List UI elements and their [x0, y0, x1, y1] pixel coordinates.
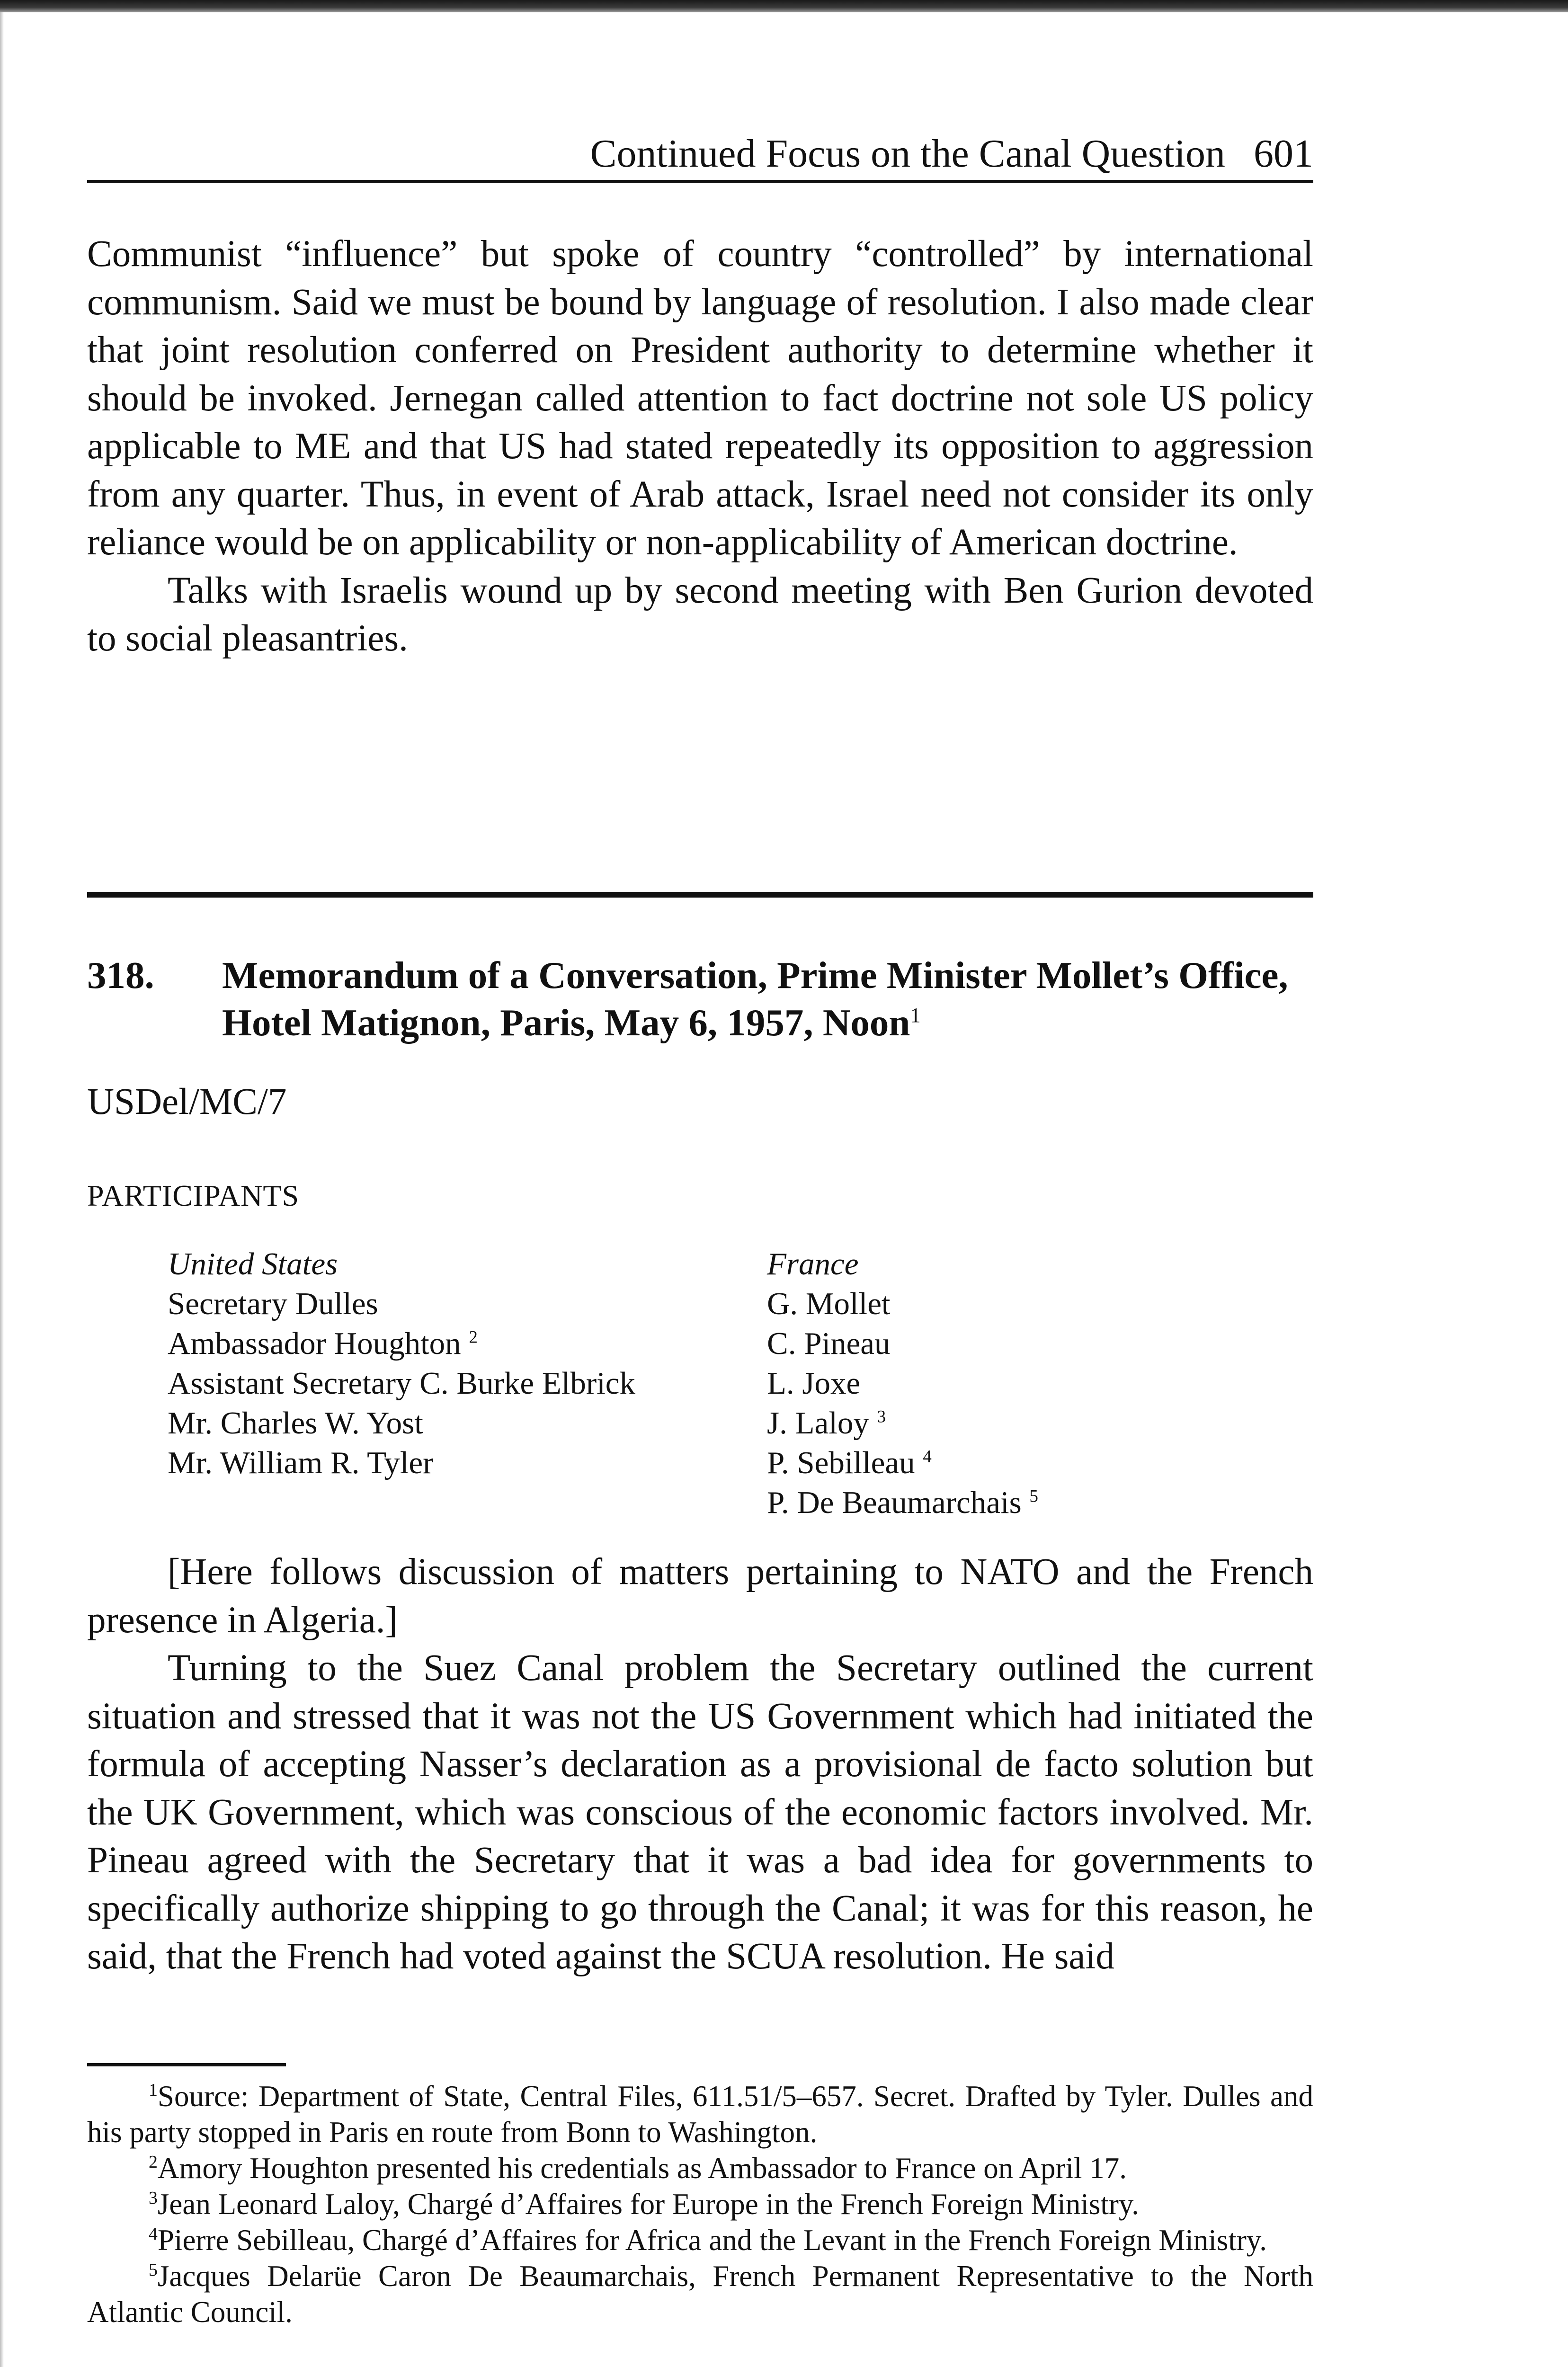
- footnote-text: Jacques Delarüe Caron De Beaumarchais, French Permanent Representative to the North Atlantic Council.: [87, 2260, 1313, 2329]
- participant-name: G. Mollet: [767, 1286, 891, 1321]
- document-title: [222, 952, 1313, 1046]
- participant: [767, 1403, 1288, 1443]
- participant: [168, 1403, 736, 1443]
- footnote-text: Pierre Sebilleau, Chargé d’Affaires for Africa and the Levant in the French Foreign Ministry.: [157, 2224, 1267, 2257]
- footnote: [87, 2222, 1313, 2258]
- footnote: [87, 2258, 1313, 2330]
- participant: [767, 1284, 1288, 1324]
- scan-left-edge: [0, 12, 4, 2367]
- document-title-text: Memorandum of a Conversation, Prime Minister Mollet’s Office, Hotel Matignon, Paris, May 6, 1957, Noon: [222, 954, 1288, 1044]
- section-divider: [87, 892, 1313, 898]
- participant-name: Assistant Secretary C. Burke Elbrick: [168, 1366, 636, 1401]
- continued-paragraph: Communist “influence” but spoke of country “controlled” by international communism. Said we must be bound by language of resolution. I also made clear that joint resolution conferred on President authority to determine whether it should be invoked. Jernegan called attention to fact doctrine not sole US policy applicable to ME and that US had stated repeatedly its opposition to aggression from any quarter. Thus, in event of Arab attack, Israel need not consider its only reliance would be on applicability or non-applicability of American doctrine.: [87, 233, 1313, 563]
- participants-us: [168, 1244, 736, 1483]
- footnote: [87, 2150, 1313, 2186]
- participants-france-heading: France: [767, 1246, 859, 1281]
- footnote-ref: 2: [469, 1327, 478, 1347]
- document-id: USDel/MC/7: [87, 1081, 287, 1122]
- continued-text: [87, 230, 1313, 663]
- memorandum-body: [87, 1548, 1313, 1981]
- participant: [168, 1284, 736, 1324]
- footnote-mark: 3: [149, 2188, 158, 2208]
- participant: [767, 1443, 1288, 1483]
- participant-name: Mr. William R. Tyler: [168, 1445, 434, 1480]
- footnote: [87, 2078, 1313, 2150]
- participant: [168, 1443, 736, 1483]
- participant: [168, 1324, 736, 1363]
- running-header: [87, 128, 1313, 180]
- footnote-mark: 1: [149, 2080, 158, 2100]
- participant: [767, 1483, 1288, 1522]
- footnote-rule: [87, 2063, 286, 2066]
- footnotes: [87, 2078, 1313, 2330]
- body-paragraph: Turning to the Suez Canal problem the Secretary outlined the current situation and stressed that it was not the US Government which had initiated the formula of accepting Nasser’s declaration as a provisional de facto solution but the UK Government, which was conscious of the economic factors involved. Mr. Pineau agreed with the Secretary that it was a bad idea for governments to specifically authorize shipping to go through the Canal; it was for this reason, he said, that the French had voted against the SCUA resolution. He said: [87, 1647, 1313, 1977]
- header-rule: [87, 180, 1313, 183]
- footnote-ref: 4: [923, 1446, 932, 1466]
- participant: [168, 1363, 736, 1403]
- participant-name: J. Laloy: [767, 1406, 869, 1441]
- footnote-ref: 3: [877, 1406, 886, 1426]
- participants-label: PARTICIPANTS: [87, 1179, 300, 1212]
- page-number: 601: [1254, 132, 1313, 176]
- footnote-text: Jean Leonard Laloy, Chargé d’Affaires for Europe in the French Foreign Ministry.: [157, 2188, 1140, 2221]
- running-title: Continued Focus on the Canal Question: [590, 132, 1225, 176]
- continued-paragraph: Talks with Israelis wound up by second meeting with Ben Gurion devoted to social pleasantries.: [87, 570, 1313, 659]
- participant-name: Mr. Charles W. Yost: [168, 1406, 423, 1441]
- participant-name: Ambassador Houghton: [168, 1326, 461, 1361]
- participant: [767, 1363, 1288, 1403]
- participants-france: [767, 1244, 1288, 1522]
- footnote-text: Source: Department of State, Central Files, 611.51/5–657. Secret. Drafted by Tyler. Dulles and his party stopped in Paris en route from Bonn to Washington.: [87, 2080, 1313, 2149]
- footnote-mark: 2: [149, 2152, 158, 2172]
- participant-name: C. Pineau: [767, 1326, 891, 1361]
- footnote-mark: 5: [149, 2260, 158, 2280]
- footnote-text: Amory Houghton presented his credentials as Ambassador to France on April 17.: [157, 2152, 1127, 2185]
- footnote-ref: 1: [910, 1003, 921, 1027]
- participants-us-heading: United States: [168, 1246, 338, 1281]
- participant-name: Secretary Dulles: [168, 1286, 378, 1321]
- body-paragraph: [Here follows discussion of matters pertaining to NATO and the French presence in Algeria.]: [87, 1551, 1313, 1641]
- participant-name: P. De Beaumarchais: [767, 1485, 1022, 1520]
- participant-name: L. Joxe: [767, 1366, 861, 1401]
- scan-top-edge: [0, 0, 1568, 12]
- footnote-ref: 5: [1029, 1486, 1038, 1506]
- footnote-mark: 4: [149, 2224, 158, 2244]
- participant-name: P. Sebilleau: [767, 1445, 915, 1480]
- document-number: 318.: [87, 954, 154, 997]
- footnote: [87, 2186, 1313, 2222]
- participant: [767, 1324, 1288, 1363]
